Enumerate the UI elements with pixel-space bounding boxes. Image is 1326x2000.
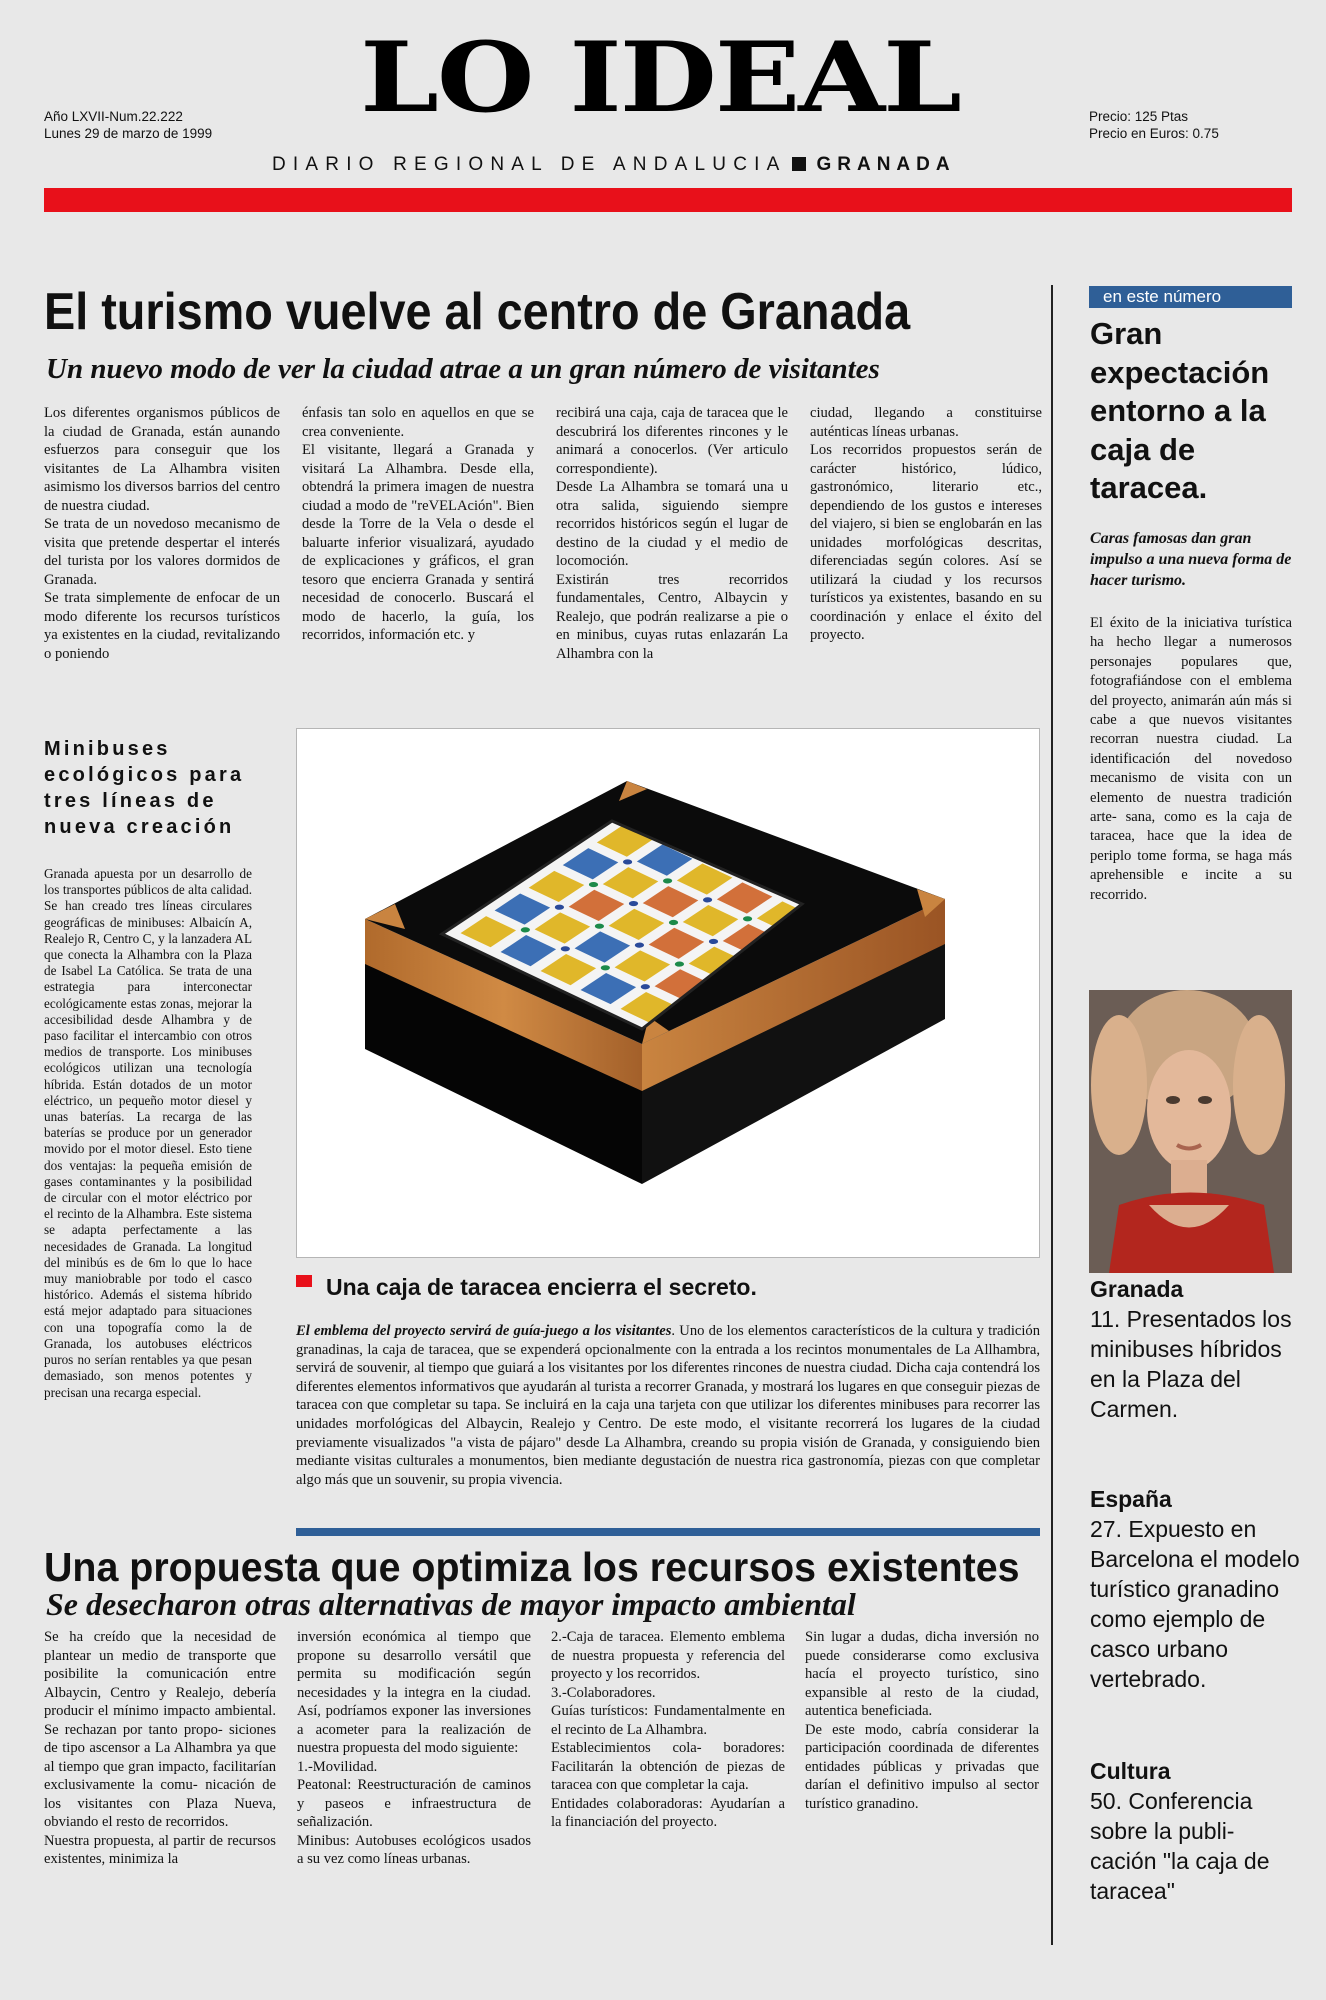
- second-column-3: [551, 1628, 785, 1832]
- second-column-2: [297, 1628, 531, 1869]
- figure-caption: [296, 1274, 757, 1301]
- paragraph: Minibus: Autobuses ecológicos usados a su vez como líneas urbanas.: [297, 1832, 531, 1867]
- masthead-subtitle: [272, 154, 956, 176]
- sidebar-body: El éxito de la iniciativa turística ha hecho llegar a numerosos personajes populares que, fotografiándose con el emblema del proyecto, animarán aún más si cabe a que nuevos visitantes recorran nuestra ciudad. La identificación del novedoso mecanismo de visita con un elemento de nuestra tradición arte- sana, como es la caja de taracea, hace que la idea de periplo tome forma, se haga más aprehensible e incite a su recorrido.: [1090, 615, 1292, 903]
- news-item-cultura: [1090, 1756, 1300, 1906]
- lead-column-4: [810, 404, 1042, 645]
- news-section: Granada: [1090, 1276, 1184, 1302]
- woman-portrait-image: [1089, 990, 1292, 1273]
- paragraph: 1.-Movilidad.: [297, 1758, 378, 1775]
- minibus-headline: Minibuses ecológicos para tres líneas de nueva creación: [44, 738, 245, 838]
- lead-column-2: [302, 404, 534, 645]
- lead-column-3: [556, 404, 788, 663]
- paragraph: Nuestra propuesta, al partir de recursos existentes, minimiza la: [44, 1832, 276, 1867]
- paragraph: 2.-Caja de taracea. Elemento emblema de nuestra propuesta y referencia del proyecto y los recorridos.: [551, 1629, 785, 1682]
- price-ptas: Precio: 125 Ptas: [1089, 109, 1189, 124]
- news-text: 50. Conferencia sobre la publi- cación "la caja de taracea": [1090, 1788, 1270, 1904]
- lead-headline: El turismo vuelve al centro de Granada: [44, 283, 911, 341]
- paragraph: Se ha creído que la necesidad de plantear un medio de transporte que posibilite la comunicación entre Albaycin, Centro y Realejo, debería producir el mínimo impacto ambiental. Se rechazan por tanto propo- siciones de tipo ascensor a La Alhambra ya que al tiempo que gran impacto, facilitarían exclusivamente la comu- nicación de los visitantes con Plaza Nueva, obviando el resto de recorridos.: [44, 1629, 276, 1830]
- news-section: Cultura: [1090, 1758, 1171, 1784]
- paragraph: inversión económica al tiempo que propone su desarrollo versátil que permita su modificación según necesidades y la integra en la ciudad. Así, podríamos exponer las inversiones a acometer para la realización de nuestra propuesta del modo siguiente:: [297, 1629, 531, 1756]
- news-item-granada: [1090, 1274, 1300, 1424]
- paragraph: Los recorridos propuestos serán de carácter histórico, lúdico, gastronómico, literario etc., dependiendo de los gustos e intereses del viajero, si bien se englobarán en las unidades morfológicas descritas, diferenciadas según colores. Así se utilizará la ciudad y los recursos turísticos ya existentes, basando en su coordinación y enlace el éxito del proyecto.: [810, 442, 1042, 643]
- square-bullet-icon: [792, 157, 806, 171]
- section-blue-rule: [296, 1528, 1040, 1536]
- in-this-issue-tab: en este número: [1089, 286, 1292, 308]
- news-item-espana: [1090, 1484, 1300, 1694]
- sidebar-divider: [1051, 285, 1053, 1945]
- paragraph: De este modo, cabría considerar la participación coordinada de diferentes entidades públicas y privadas que darían el definitivo impulso al sector turístico granadino.: [805, 1721, 1039, 1812]
- paragraph: Los diferentes organismos públicos de la ciudad de Granada, están aunando esfuerzos para conseguir que los visitantes de La Alhambra visiten asimismo los diversos barrios del centro de nuestra ciudad.: [44, 405, 280, 514]
- paragraph: Se trata simplemente de enfocar de un modo diferente los recursos turísticos ya existentes en la ciudad, revitalizando o poniendo: [44, 590, 280, 662]
- paragraph: Peatonal: Reestructuración de caminos y paseos e infraestructura de señalización.: [297, 1777, 531, 1830]
- second-deck: Se desecharon otras alternativas de mayor impacto ambiental: [46, 1586, 856, 1622]
- taracea-box-illustration: [297, 729, 1039, 1257]
- masthead-red-rule: [44, 188, 1292, 212]
- red-square-bullet-icon: [296, 1275, 312, 1287]
- paragraph: Establecimientos cola- boradores: Facilitarán la obtención de piezas de taracea con que completar la caja.: [551, 1740, 785, 1793]
- paragraph: recibirá una caja, caja de taracea que le descubrirá los diferentes rincones y le animará a conocerlos. (Ver articulo correspondiente).: [556, 405, 788, 477]
- paragraph: Desde La Alhambra se tomará una u otra salida, siguiendo siempre recorridos históricos según el lugar de destino de la ciudad y el medio de locomoción.: [556, 479, 788, 569]
- paragraph: 3.-Colaboradores.: [551, 1684, 656, 1701]
- second-headline: Una propuesta que optimiza los recursos existentes: [44, 1544, 1020, 1590]
- paragraph: Se trata de un novedoso mecanismo de visita que pretende despertar el interés del turista por los valores dormidos de Granada.: [44, 516, 280, 588]
- sidebar-deck: Caras famosas dan gran impulso a una nueva forma de hacer turismo.: [1090, 530, 1292, 589]
- price-euros: Precio en Euros: 0.75: [1089, 126, 1219, 141]
- news-text: 27. Expuesto en Barcelona el modelo turístico granadino como ejemplo de casco urbano vertebrado.: [1090, 1516, 1300, 1692]
- issue-info: [44, 108, 212, 142]
- paragraph: Entidades colaboradoras: Ayudarían a la financiación del proyecto.: [551, 1795, 785, 1830]
- city-name: GRANADA: [816, 154, 956, 175]
- news-section: España: [1090, 1486, 1172, 1512]
- lead-deck: Un nuevo modo de ver la ciudad atrae a un gran número de visitantes: [46, 353, 880, 385]
- sidebar-title: Gran expectación entorno a la caja de taracea.: [1090, 316, 1270, 505]
- subtitle-text: DIARIO REGIONAL DE ANDALUCIA: [272, 154, 787, 175]
- paragraph: ciudad, llegando a constituirse auténticas líneas urbanas.: [810, 405, 1042, 440]
- paragraph: Guías turísticos: Fundamentalmente en el recinto de La Alhambra.: [551, 1703, 785, 1738]
- news-text: 11. Presentados los minibuses híbridos en la Plaza del Carmen.: [1090, 1306, 1292, 1422]
- lead-column-1: [44, 404, 280, 663]
- paragraph: Existirán tres recorridos fundamentales, Centro, Albaycin y Realejo, que podrán realizarse a pie o en minibus, cuyas rutas enlazarán La Alhambra con la: [556, 571, 788, 662]
- newspaper-title: LO IDEAL: [360, 21, 960, 135]
- figure-article-text: [296, 1322, 1040, 1489]
- second-column-4: [805, 1628, 1039, 1813]
- figure-body: . Uno de los elementos característicos de la cultura y tradición granadinas, la caja de taracea, que se expenderá opcionalmente con la entrada a los recintos monumentales de La Allhambra, servirá de souvenir, al tiempo que guiará a los visitantes por los diferentes rincones de nuestra ciudad. Dicha caja contendrá los diferentes elementos informativos que ayudarán al turista a recorrer Granada, y mostrará los lugares en que conseguir piezas de taracea con que completar su tapa. Se incluirá en la caja una tarjeta con que utilizar los diferentes minibuses para recorrer las unidades morfológicas del Albaycin, Realejo y Centro. De este modo, el visitante recorrerá los lugares de la ciudad previamente visualizados "a vista de pájaro" desde La Alhambra, creando su propia visión de Granada, y consiguiendo bien mediante visitas culturales a monumentos, bien mediante degustación de nuestra rica gastronomía, piezas con que completar algo más que un souvenir, su propia vivencia.: [296, 1323, 1041, 1488]
- minibus-body: Granada apuesta por un desarrollo de los transportes públicos de alta calidad. Se han creado tres líneas circulares geográficas de minibuses: Albaicín A, Realejo R, Centro C, y la lanzadera AL que conecta la Alhambra con la Plaza de Isabel La Católica. Se trata de una estrategia para interconectar ecológicamente estas zonas, mejorar la accesibilidad desde Alhambra y de paso facilitar el intercambio con otros medios de transporte. Los minibuses ecológicos utilizan una tecnología híbrida. Están dotados de un motor eléctrico, un pequeño motor diesel y unas baterías. La recarga de las baterías se produce por un generador movido por el motor diesel. Esto tiene dos ventajas: la pequeña emisión de gases contaminantes y la posibilidad de circular con el motor eléctrico por el recinto de la Alhambra. Este sistema se adapta perfectamente a las necesidades de Granada. La longitud del minibús es de 6m lo que lo hace muy maniobrable por todo el casco histórico. Además el sistema híbrido está mejor adaptado para situaciones con una topografía como la de Granada, los autobuses eléctricos puros no serían rentables ya que pesan demasiado, son menos potentes y precisan una recarga especial.: [44, 866, 252, 1400]
- paragraph: énfasis tan solo en aquellos en que se crea conveniente.: [302, 405, 534, 440]
- paragraph: El visitante, llegará a Granada y visitará La Alhambra. Desde ella, obtendrá la primera imagen de nuestra ciudad a modo de "reVELAción". Bien desde la Torre de la Vela o desde el baluarte inferior visualizará, ayudado de explicaciones y gráficos, el gran tesoro que encierra Granada y sentirá necesidad de conocerlo. Buscará el modo de hacerlo, la guía, los recorridos, información etc. y: [302, 442, 534, 643]
- taracea-box-figure: [296, 728, 1040, 1258]
- figure-lede: El emblema del proyecto servirá de guía-juego a los visitantes: [296, 1323, 672, 1339]
- second-column-1: [44, 1628, 276, 1869]
- paragraph: Sin lugar a dudas, dicha inversión no puede considerarse como exclusiva hacía el proyecto turístico, sino expansible al resto de la ciudad, autentica beneficiada.: [805, 1629, 1039, 1719]
- price-info: [1089, 108, 1219, 142]
- issue-number: Año LXVII-Num.22.222: [44, 109, 183, 124]
- caption-text: Una caja de taracea encierra el secreto.: [326, 1274, 757, 1300]
- celebrity-photo: [1089, 990, 1292, 1273]
- figure-article: [296, 1322, 1040, 1489]
- issue-date: Lunes 29 de marzo de 1999: [44, 126, 213, 141]
